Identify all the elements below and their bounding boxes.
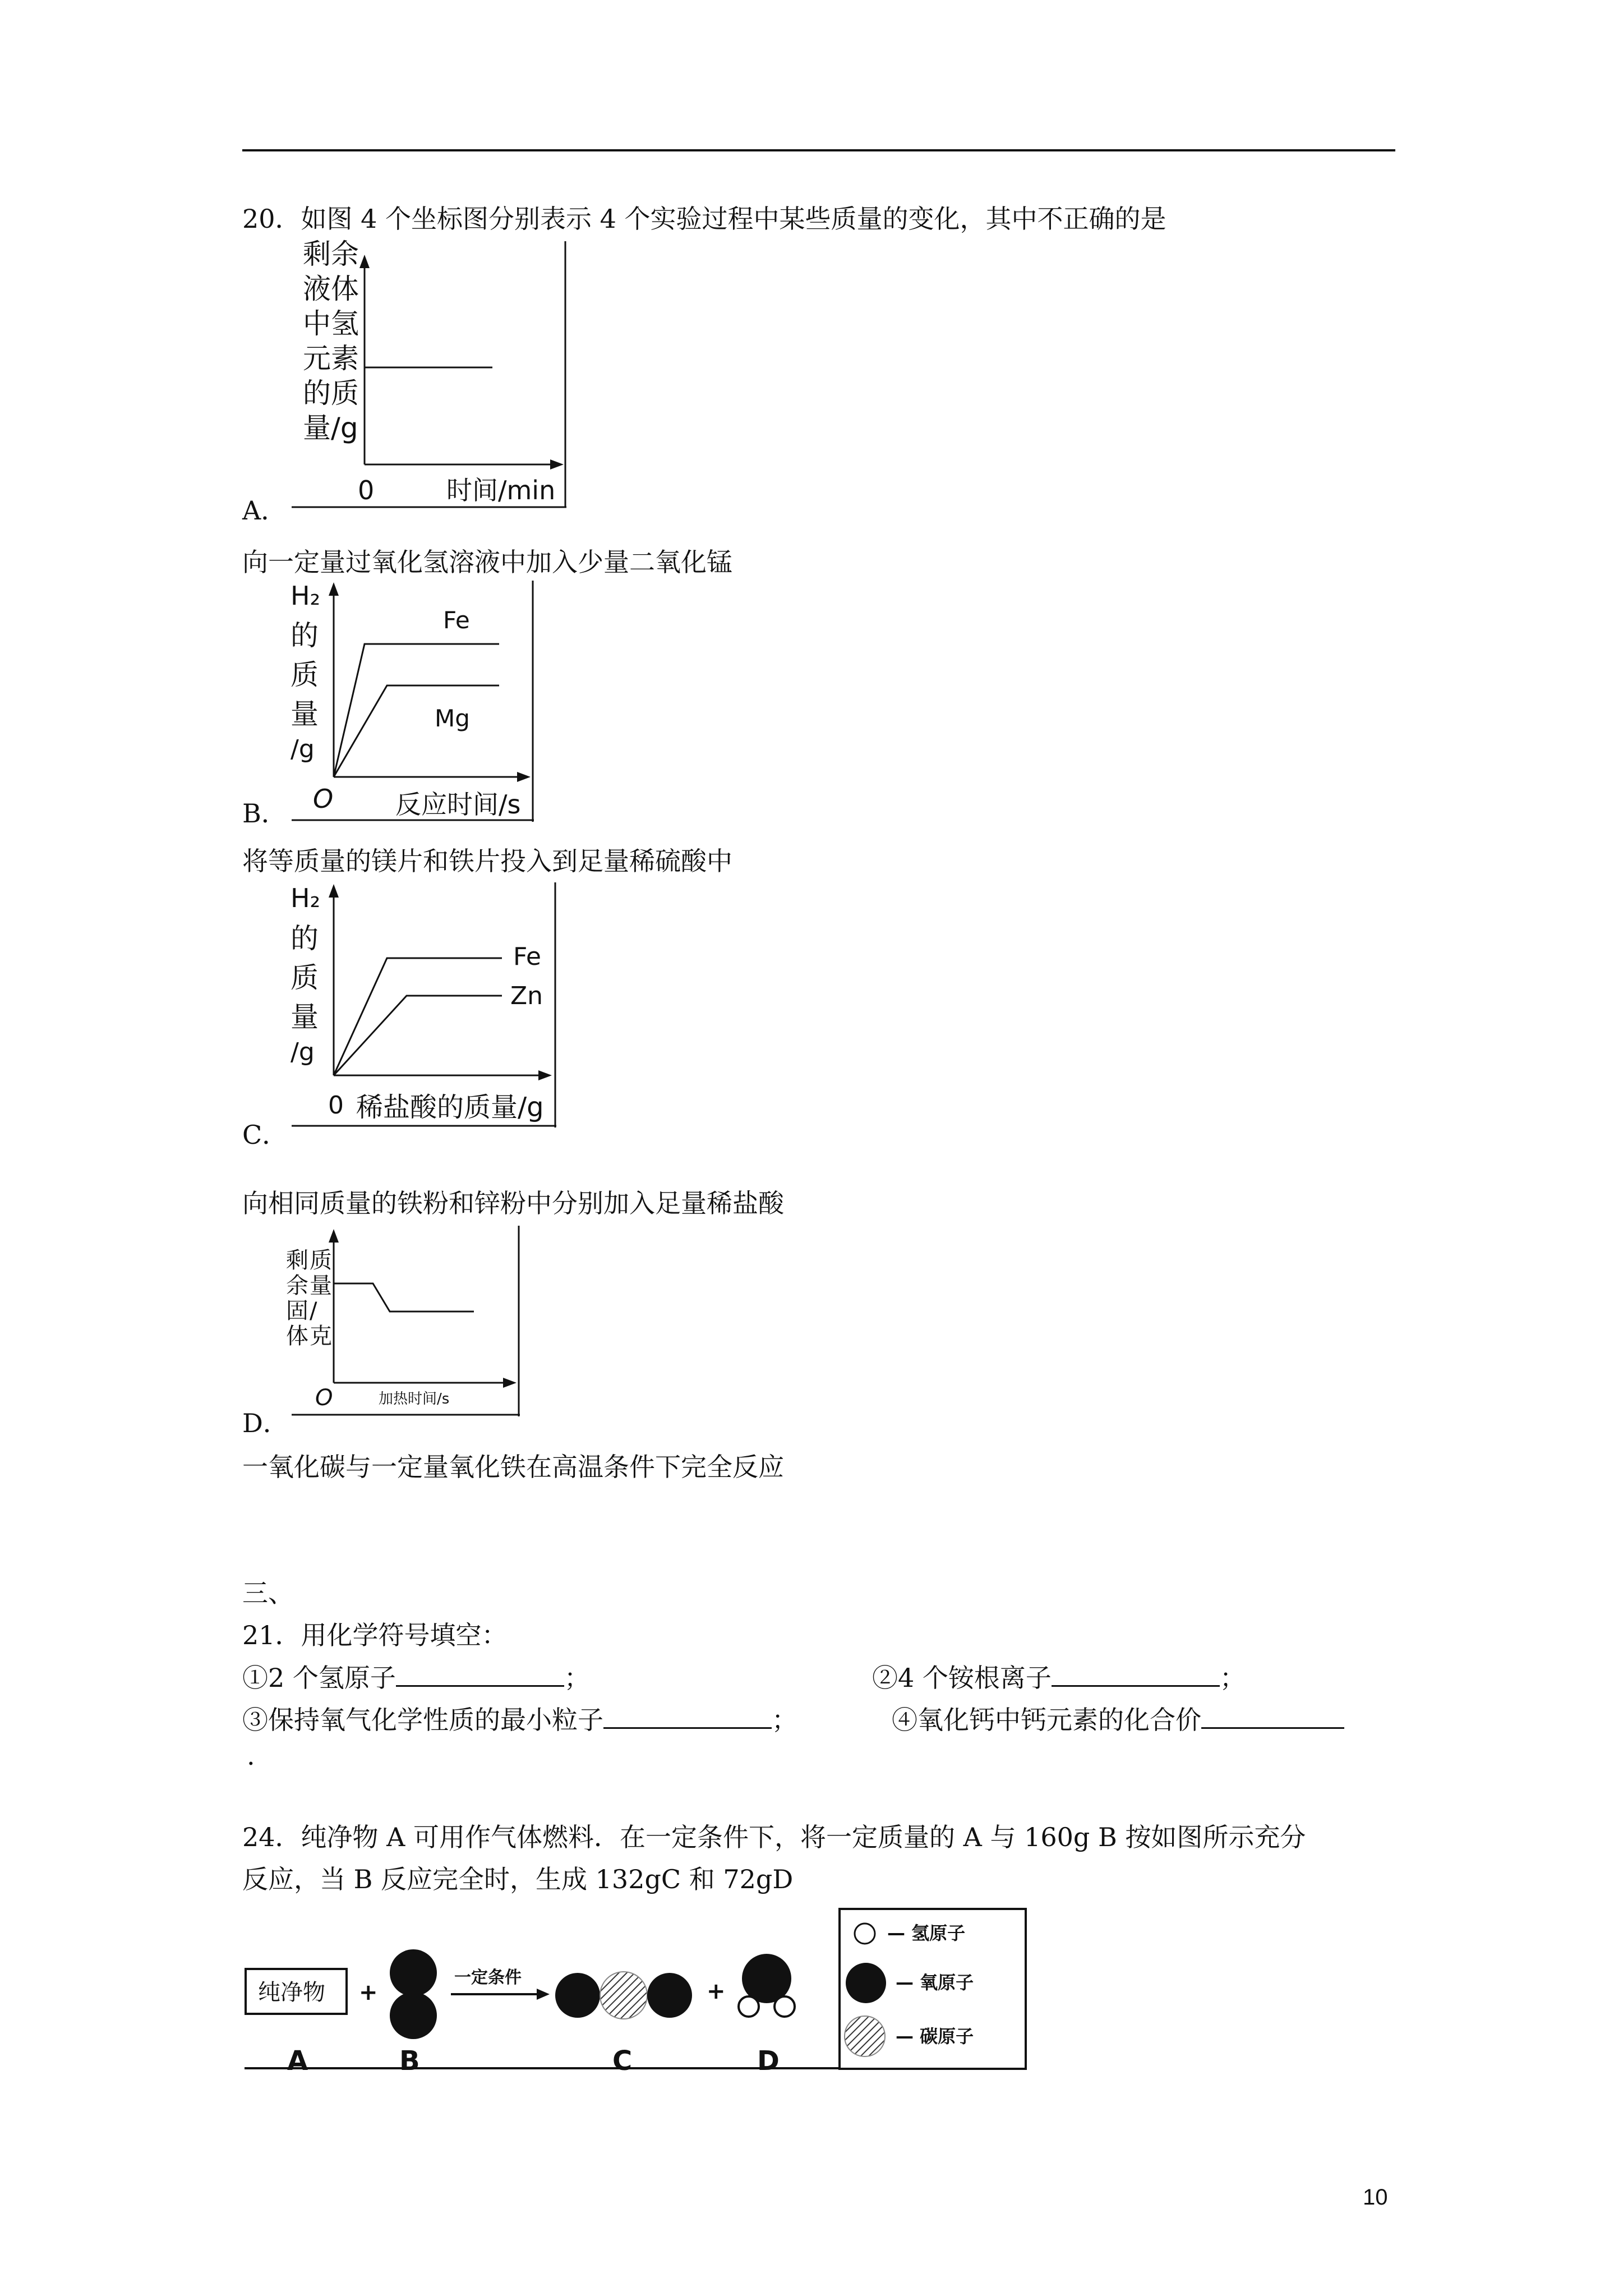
figure-d [280,1223,527,1419]
q21-stem: 21．用化学符号填空： [242,1620,508,1650]
label-d: D [757,2045,780,2077]
legend-oxygen: — 氧原子 [896,1972,974,1993]
q21-item-4-text: ④氧化钙中钙元素的化合价 [892,1705,1201,1735]
q21-item-3-text: ③保持氧气化学性质的最小粒子 [242,1705,603,1735]
label-a: A [287,2045,308,2077]
fig-c-origin: 0 [328,1091,344,1120]
q21-item-1 [242,1660,590,1695]
label-c: C [612,2045,633,2077]
fig-d-ylabel-l3: 固 [286,1298,308,1324]
q21-sep-1: ； [564,1663,590,1693]
plus-1: + [359,1980,378,2005]
q21-sep-2: ； [1219,1663,1246,1693]
fig-b-origin: O [313,784,334,814]
fig-c-ylabel-3: 质 [291,961,319,994]
q20-option-c-letter: C． [242,1120,288,1150]
header-rule [242,149,1395,151]
reaction-diagram [242,1904,1027,2078]
fig-b-ylabel-1: H₂ [291,581,321,611]
q21-answer-blank-4[interactable] [1201,1703,1344,1729]
plus-2: + [707,1978,726,2004]
q21-answer-blank-1[interactable] [396,1660,564,1687]
box-label: 纯净物 [258,1980,325,2005]
b-oxygen-atom-1 [390,1949,437,1996]
legend-oxygen-icon [846,1963,886,2003]
fig-b-ylabel-2: 的 [291,619,319,652]
fig-a-ylabel-1: 剩余 [303,238,359,270]
fig-a-ylabel-3: 中氢 [303,307,359,340]
q21-item-4 [892,1703,1344,1737]
q20-option-d-letter: D． [242,1408,289,1438]
q21-end-mark: . [247,1741,255,1771]
fig-a-ylabel-4: 元素 [303,342,359,375]
fig-d-ylabel-l1: 剩 [286,1248,308,1273]
q21-sep-3: ； [772,1705,797,1735]
c-oxygen-atom-1 [555,1973,600,2018]
fig-b-ylabel-3: 质 [291,659,319,691]
q20-option-c-caption: 向相同质量的铁粉和锌粉中分别加入足量稀盐酸 [242,1188,784,1218]
fig-a-ylabel-5: 的质 [303,377,359,409]
fig-b-ylabel-5: /g [291,735,315,763]
fig-c-ylabel-2: 的 [291,922,319,955]
fig-a-origin: 0 [358,475,375,505]
condition-label: 一定条件 [454,1968,522,1987]
page-number: 10 [1363,2185,1388,2210]
fig-a-ylabel-6: 量/g [303,412,358,444]
q21-item-1-text: ①2 个氢原子 [242,1663,396,1693]
fig-c-xlabel: 稀盐酸的质量/g [356,1092,544,1123]
q21-answer-blank-3[interactable] [603,1703,772,1729]
q20-option-d-caption: 一氧化碳与一定量氧化铁在高温条件下完全反应 [242,1452,784,1482]
q20-stem: 20．如图 4 个坐标图分别表示 4 个实验过程中某些质量的变化，其中不正确的是 [242,204,1166,234]
fig-c-ylabel-5: /g [291,1038,315,1066]
legend-hydrogen: — 氢原子 [887,1922,966,1944]
fig-a-ylabel-2: 液体 [303,273,359,305]
c-oxygen-atom-2 [647,1973,692,2018]
section-heading: 三、 [242,1578,294,1608]
fig-c-series-zn: Zn [510,982,543,1010]
fig-d-xlabel: 加热时间/s [379,1391,450,1407]
fig-b-series-mg: Mg [435,705,470,732]
figure-a [280,236,572,510]
b-oxygen-atom-2 [390,1992,437,2039]
fig-c-ylabel-4: 量 [291,1001,319,1033]
d-hydrogen-atom-1 [739,1996,759,2017]
q24-line-2: 反应，当 B 反应完全时，生成 132gC 和 72gD [242,1864,794,1894]
q20-option-b-caption: 将等质量的镁片和铁片投入到足量稀硫酸中 [242,846,732,876]
figure-c [280,878,561,1130]
fig-b-series-fe: Fe [443,606,470,634]
q21-item-2 [872,1660,1246,1695]
q24-line-1: 24．纯净物 A 可用作气体燃料．在一定条件下，将一定质量的 A 与 160g B 按如图所示充分 [242,1822,1306,1852]
fig-d-ylabel-l2: 余 [286,1273,308,1299]
fig-c-ylabel-1: H₂ [291,883,321,913]
fig-d-ylabel-r1: 质 [310,1248,332,1273]
fig-d-ylabel-r4: 克 [310,1323,332,1349]
q21-answer-blank-2[interactable] [1052,1660,1220,1687]
d-hydrogen-atom-2 [774,1996,795,2017]
legend-carbon: — 碳原子 [896,2026,974,2047]
fig-d-ylabel-r2: 量 [310,1273,332,1299]
fig-d-ylabel-l4: 体 [286,1323,308,1349]
c-carbon-atom [600,1972,647,2019]
q21-item-3 [242,1703,797,1737]
fig-d-ylabel-r3: / [310,1298,317,1324]
fig-c-series-fe: Fe [513,942,541,971]
q20-option-a-caption: 向一定量过氧化氢溶液中加入少量二氧化锰 [242,547,732,577]
legend-hydrogen-icon [855,1924,875,1944]
fig-b-ylabel-4: 量 [291,698,319,730]
fig-d-origin: O [315,1385,333,1411]
fig-b-xlabel: 反应时间/s [395,789,521,820]
q21-item-2-text: ②4 个铵根离子 [872,1663,1052,1693]
label-b: B [399,2045,420,2077]
legend-carbon-icon [845,2016,885,2056]
q20-option-b-letter: B． [242,798,287,829]
figure-b [280,578,538,825]
fig-a-xlabel: 时间/min [446,475,556,505]
q20-option-a-letter: A． [242,495,287,526]
